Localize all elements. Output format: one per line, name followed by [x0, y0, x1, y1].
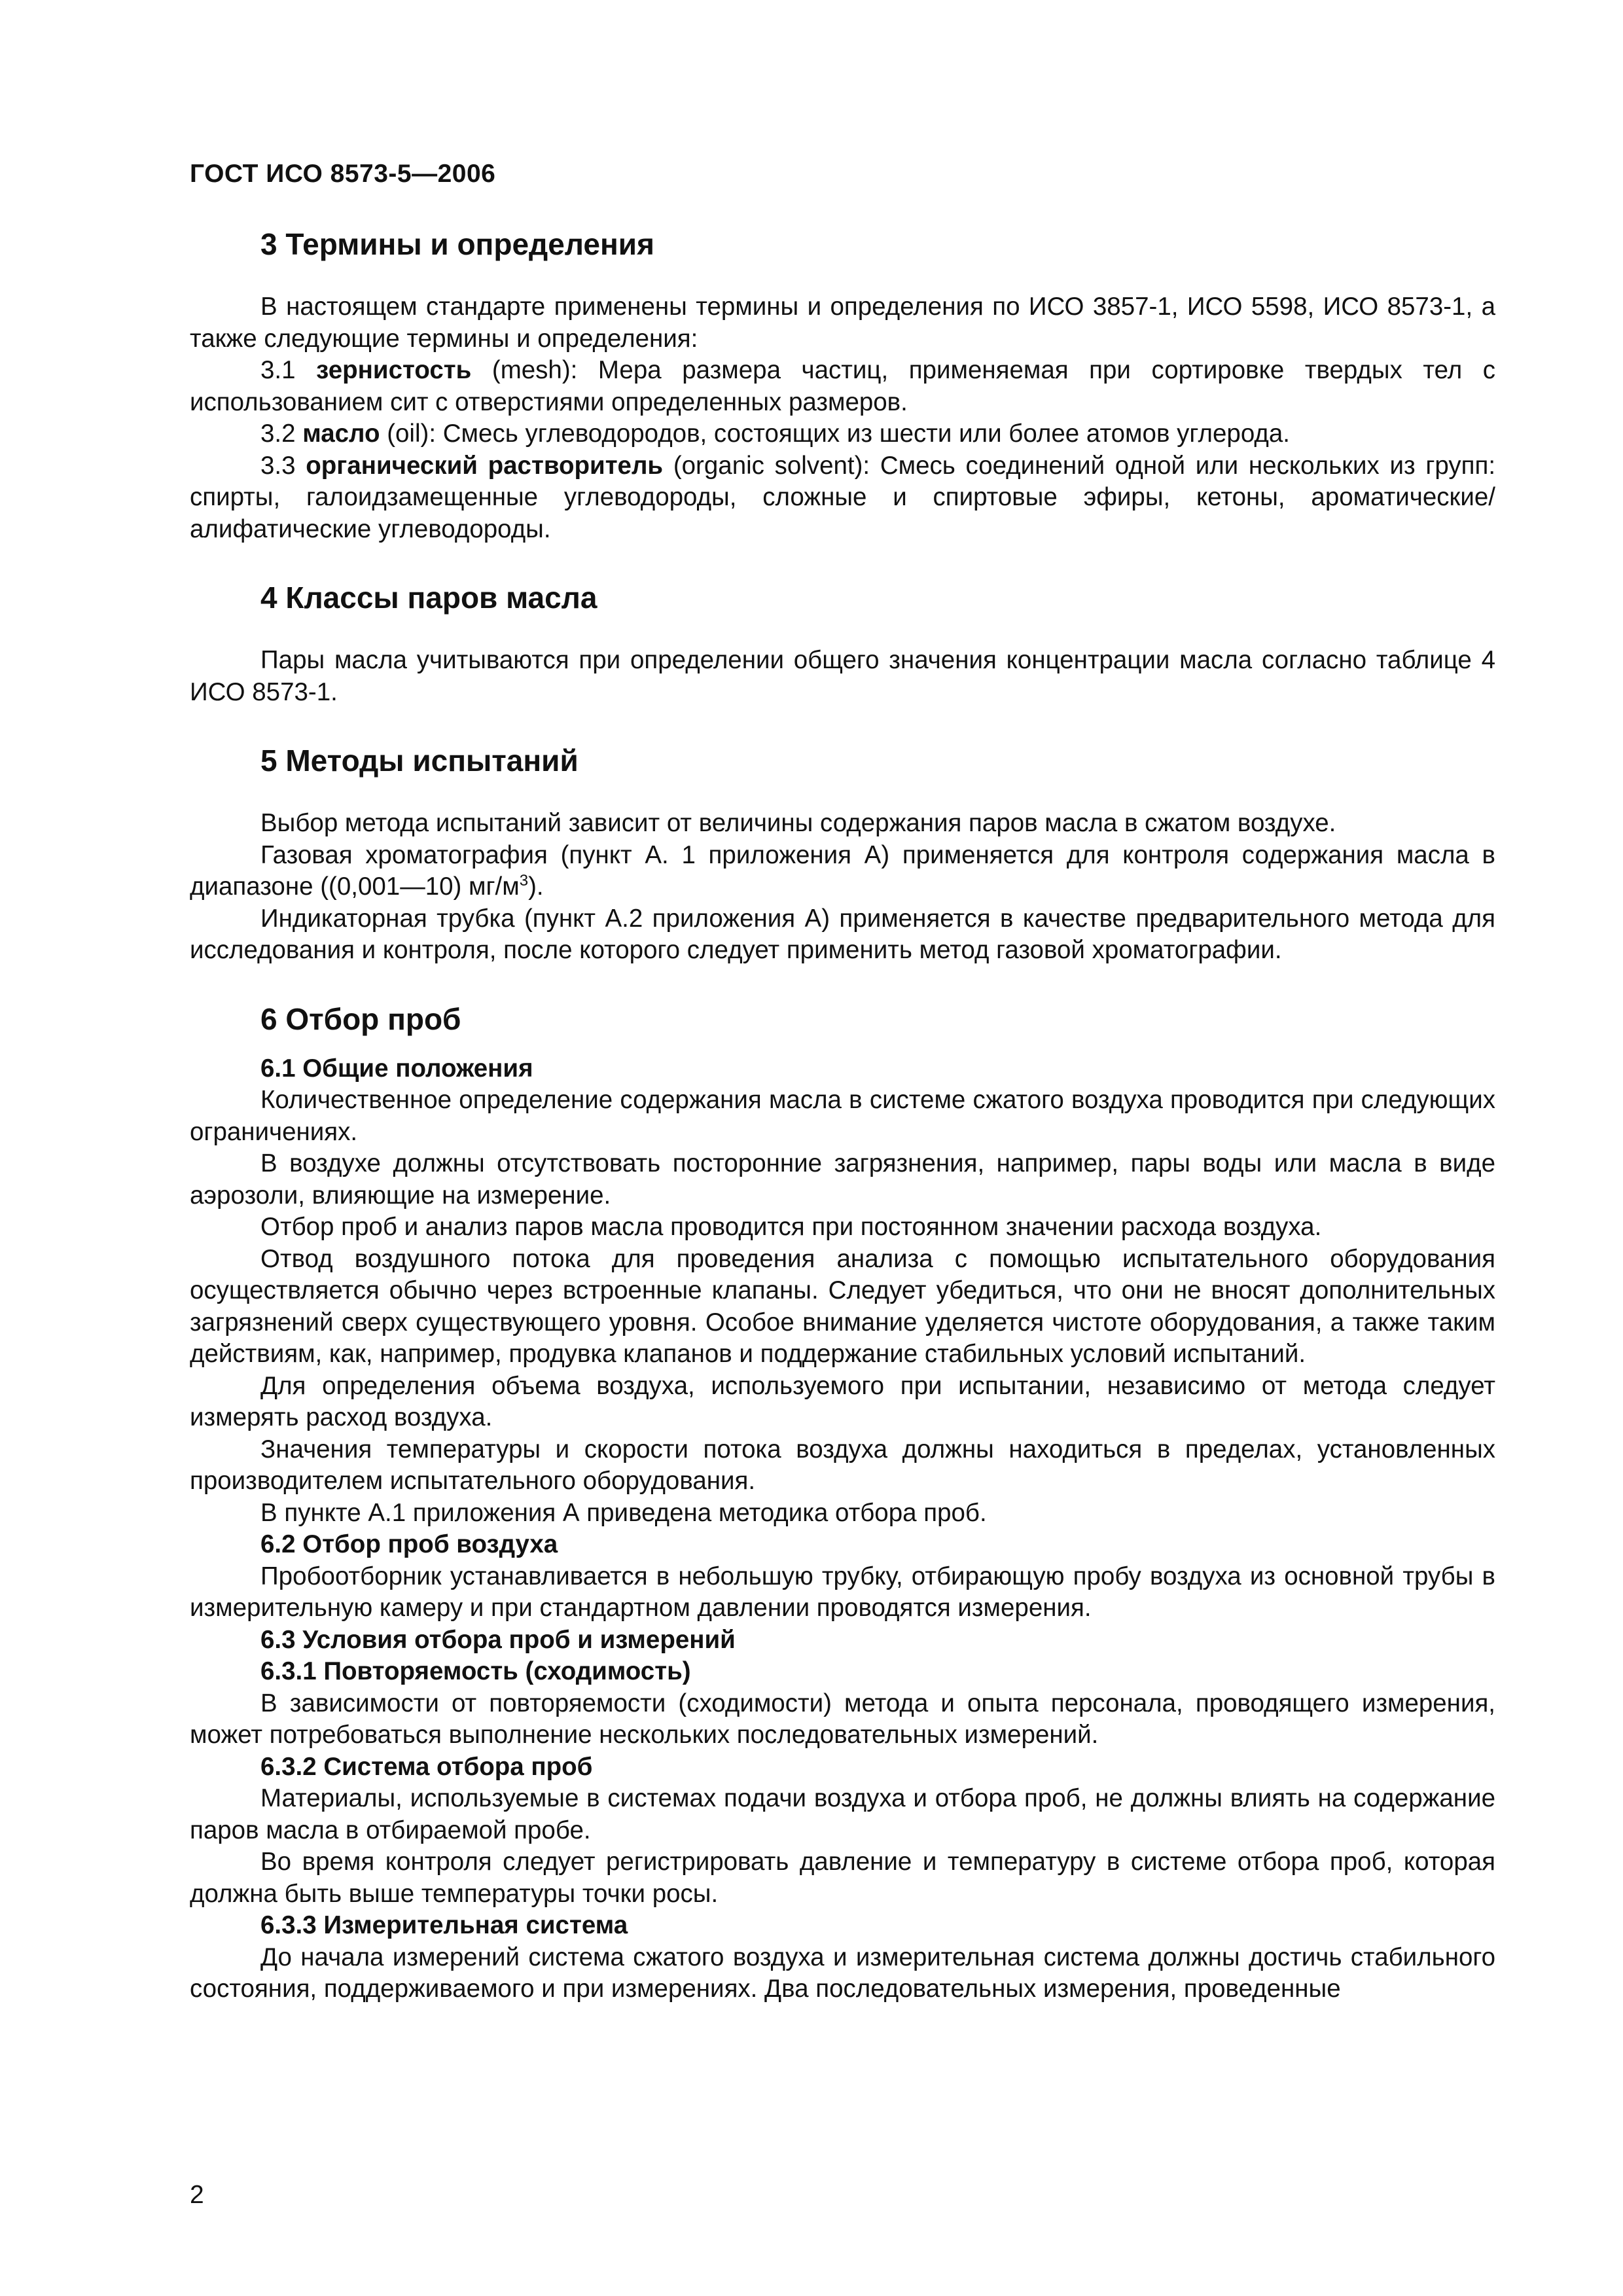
subsection-6-1-paragraph-5: Для определения объема воздуха, используемого при испытании, независимо от метода следует измерять расход воздуха. — [190, 1371, 1495, 1431]
subsection-6-1-paragraph-4: Отвод воздушного потока для проведения анализа с помощью испытательного оборудования осуществляется обычно через встроенные клапаны. Следует убедиться, что они не вносят дополнительных загрязнений сверх существующего уровня. Особое внимание уделяется чистоте оборудования, а также таким действиям, как, например, продувка клапанов и поддержание стабильных условий испытаний. — [190, 1244, 1495, 1368]
section-5-paragraph-3: Индикаторная трубка (пункт А.2 приложения А) применяется в качестве предварительного метода для исследования и контроля, после которого следует применить метод газовой хроматографии. — [190, 904, 1495, 964]
term-definition: (organic solvent): Смесь соединений одной или нескольких из групп: спирты, галоидзамещенные углеводороды, сложные и спиртовые эфиры, кетоны, ароматические/алифатические углеводороды. — [190, 451, 1496, 543]
section-5-heading: 5 Методы испытаний — [260, 744, 579, 778]
subsection-6-1-paragraph-6: Значения температуры и скорости потока воздуха должны находиться в пределах, установленных производителем испытательного оборудования. — [190, 1435, 1495, 1495]
subsection-6-1-paragraph-3: Отбор проб и анализ паров масла проводится при постоянном значении расхода воздуха. — [260, 1213, 1322, 1241]
subsection-6-3-1-heading: 6.3.1 Повторяемость (сходимость) — [260, 1657, 691, 1685]
standard-code-header: ГОСТ ИСО 8573-5—2006 — [190, 160, 496, 188]
section-5-paragraph-1: Выбор метода испытаний зависит от величины содержания паров масла в сжатом воздухе. — [260, 809, 1336, 837]
term-3-3 — [190, 450, 1495, 546]
section-3-intro: В настоящем стандарте применены термины и определения по ИСО 3857-1, ИСО 5598, ИСО 8573-1, а также следующие термины и определения: — [190, 293, 1495, 353]
subsection-6-3-2-paragraph-2: Во время контроля следует регистрировать давление и температуру в системе отбора проб, которая должна быть выше температуры точки росы. — [190, 1848, 1495, 1908]
subsection-6-3-heading: 6.3 Условия отбора проб и измерений — [260, 1625, 736, 1654]
term-definition: (oil): Смесь углеводородов, состоящих из шести или более атомов углерода. — [387, 420, 1290, 448]
term-definition: (mesh): Мера размера частиц, применяемая при сортировке твердых тел с использованием сит с отверстиями определенных размеров. — [190, 356, 1495, 416]
section-5-paragraph-2 — [190, 840, 1495, 903]
section-6-heading: 6 Отбор проб — [260, 1001, 461, 1036]
subsection-6-2-heading: 6.2 Отбор проб воздуха — [260, 1530, 558, 1558]
page-number: 2 — [190, 2181, 204, 2209]
term-name: органический растворитель — [306, 451, 664, 480]
document-body — [190, 226, 1495, 2005]
section-3-heading: 3 Термины и определения — [260, 227, 654, 261]
section-4-paragraph: Пары масла учитываются при определении общего значения концентрации масла согласно таблице 4 ИСО 8573-1. — [190, 646, 1495, 706]
subsection-6-3-3-heading: 6.3.3 Измерительная система — [260, 1911, 628, 1939]
subsection-6-3-2-heading: 6.3.2 Система отбора проб — [260, 1752, 593, 1781]
subsection-6-2-paragraph-1: Пробоотборник устанавливается в небольшую трубку, отбирающую пробу воздуха из основной трубы в измерительную камеру и при стандартном давлении проводятся измерения. — [190, 1562, 1495, 1622]
term-3-1 — [190, 355, 1495, 418]
superscript: 3 — [519, 872, 529, 889]
term-name: масло — [302, 420, 380, 448]
subsection-6-3-1-paragraph-1: В зависимости от повторяемости (сходимости) метода и опыта персонала, проводящего измерения, может потребоваться выполнение нескольких последовательных измерений. — [190, 1689, 1495, 1749]
subsection-6-1-paragraph-2: В воздухе должны отсутствовать посторонние загрязнения, например, пары воды или масла в виде аэрозоли, влияющие на измерение. — [190, 1149, 1495, 1210]
paragraph-text: Газовая хроматография (пункт А. 1 приложения А) применяется для контроля содержания масла в диапазоне ((0,001—10) мг/м — [190, 840, 1495, 901]
term-3-2 — [190, 418, 1495, 450]
subsection-6-3-2-paragraph-1: Материалы, используемые в системах подачи воздуха и отбора проб, не должны влиять на содержание паров масла в отбираемой пробе. — [190, 1784, 1495, 1844]
term-number: 3.1 — [260, 356, 296, 384]
section-4-heading: 4 Классы паров масла — [260, 581, 597, 615]
term-number: 3.2 — [260, 420, 296, 448]
subsection-6-1-heading: 6.1 Общие положения — [260, 1054, 533, 1083]
term-name: зернистость — [316, 356, 472, 384]
term-number: 3.3 — [260, 451, 296, 480]
subsection-6-3-3-paragraph-1: До начала измерений система сжатого воздуха и измерительная система должны достичь стабильного состояния, поддерживаемого и при измерениях. Два последовательных измерения, проведенные — [190, 1943, 1495, 2003]
subsection-6-1-paragraph-7: В пункте А.1 приложения А приведена методика отбора проб. — [260, 1498, 987, 1527]
paragraph-text-end: ). — [528, 872, 544, 901]
subsection-6-1-paragraph-1: Количественное определение содержания масла в системе сжатого воздуха проводится при следующих ограничениях. — [190, 1086, 1495, 1146]
